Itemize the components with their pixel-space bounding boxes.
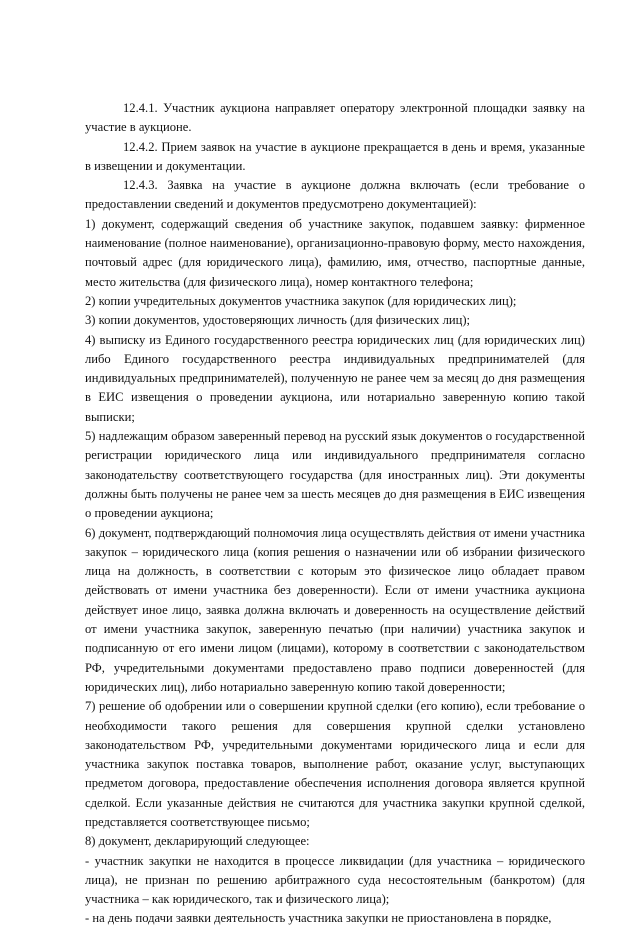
document-page: [85, 99, 585, 929]
list-item-4: 4) выписку из Единого государственного реестра юридических лиц (для юридических лиц) либо Единого государственного реестра индивидуальных предпринимателей (для индивидуальных предпринимателей), полученную не ранее чем за месяц до дня размещения в ЕИС извещения о проведении аукциона, или нотариально заверенную копию такой выписки;: [85, 332, 585, 424]
list-item-2: 2) копии учредительных документов участника закупок (для юридических лиц);: [85, 293, 517, 308]
list-item-5: 5) надлежащим образом заверенный перевод на русский язык документов о государственной регистрации юридического лица или индивидуального предпринимателя согласно законодательству соответствующего государства (для иностранных лиц). Эти документы должны быть получены не ранее чем за шесть месяцев до дня размещения в ЕИС извещения о проведении аукциона;: [85, 429, 585, 521]
list-item-1: 1) документ, содержащий сведения об участнике закупок, подавшем заявку: фирменное наименование (полное наименование), организационно-правовую форму, место нахождения, почтовый адрес (для юридического лица), фамилию, имя, отчество, паспортные данные, место жительства (для физического лица), номер контактного телефона;: [85, 216, 585, 289]
paragraph-12-4-2: 12.4.2. Прием заявок на участие в аукционе прекращается в день и время, указанные в извещении и документации.: [85, 139, 585, 173]
paragraph-12-4-1: 12.4.1. Участник аукциона направляет оператору электронной площадки заявку на участие в аукционе.: [85, 101, 585, 135]
declaration-item-activity: - на день подачи заявки деятельность участника закупки не приостановлена в порядке,: [85, 911, 552, 926]
paragraph-12-4-3: 12.4.3. Заявка на участие в аукционе должна включать (если требование о предоставлении сведений и документов предусмотрено документацией):: [85, 178, 585, 212]
list-item-3: 3) копии документов, удостоверяющих личность (для физических лиц);: [85, 313, 471, 328]
declaration-item-liquidation: - участник закупки не находится в процессе ликвидации (для участника – юридического лица), не признан по решению арбитражного суда несостоятельным (банкротом) (для участника – как юридического, так и физического лица);: [85, 853, 585, 907]
list-item-7: 7) решение об одобрении или о совершении крупной сделки (его копию), если требование о необходимости такого решения для совершения крупной сделки установлено законодательством РФ, учредительными документами юридического лица и если для участника закупок поставка товаров, выполнение работ, оказание услуг, выступающих предметом договора, предоставление обеспечения исполнения договора является крупной сделкой. Если указанные действия не считаются для участника закупки крупной сделкой, представляется соответствующее письмо;: [85, 699, 585, 829]
list-item-8: 8) документ, декларирующий следующее:: [85, 834, 310, 849]
list-item-6: 6) документ, подтверждающий полномочия лица осуществлять действия от имени участника закупок – юридического лица (копия решения о назначении или об избрании физического лица на должность, в соответствии с которым это физическое лицо обладает правом действовать от имени участника без доверенности). Если от имени участника аукциона действует иное лицо, заявка должна включать и доверенность на осуществление действий от имени участника закупок, заверенную печатью (при наличии) участника закупок и подписанную от его имени лицом (лицами), которому в соответствии с законодательством РФ, учредительными документами предоставлено право подписи доверенностей (для юридических лиц), либо нотариально заверенную копию такой доверенности;: [85, 525, 585, 694]
